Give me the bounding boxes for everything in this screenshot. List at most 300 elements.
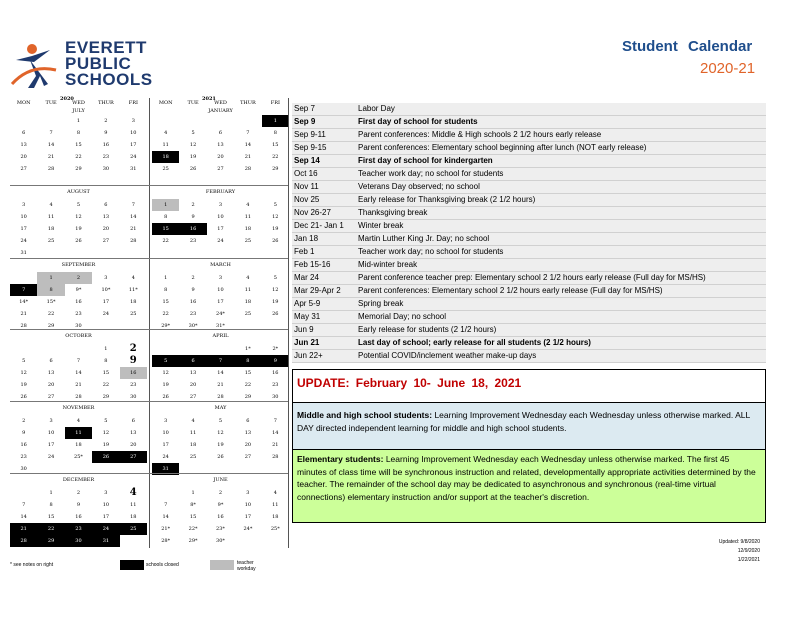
event-row xyxy=(292,246,766,259)
day-cell: 29 xyxy=(102,394,110,400)
event-text: Early release for students (2 1/2 hours) xyxy=(358,325,497,334)
day-cell: 3 xyxy=(49,418,53,424)
event-date: Jun 22+ xyxy=(294,351,323,360)
day-cell: 6 xyxy=(131,418,135,424)
middle-high-label: Middle and high school students: xyxy=(297,410,433,420)
event-date: Mar 29-Apr 2 xyxy=(294,286,341,295)
day-cell: 26 xyxy=(162,394,169,400)
event-text: Potential COVID/inclement weather make-up days xyxy=(358,351,537,360)
day-cell: 20 xyxy=(102,226,110,232)
day-cell: 7 xyxy=(22,502,26,508)
day-cell: 15 xyxy=(162,299,169,305)
day-cell xyxy=(179,343,206,355)
day-cell: 25 xyxy=(189,454,197,460)
event-date: Feb 15-16 xyxy=(294,260,331,269)
day-cell: 9 xyxy=(129,355,137,366)
event-date: Feb 1 xyxy=(294,247,315,256)
day-cell: 12 xyxy=(75,214,82,220)
day-cell: 22 xyxy=(162,238,169,244)
day-cell xyxy=(207,115,234,127)
month-july xyxy=(10,100,147,175)
day-cell: 4 xyxy=(246,275,250,281)
day-cell: 17 xyxy=(102,299,110,305)
day-cell: 16 xyxy=(120,367,147,379)
day-cell: 7 xyxy=(10,284,37,296)
day-cell: 27 xyxy=(120,451,147,463)
event-date: Sep 9-11 xyxy=(294,130,326,139)
day-cell: 23 xyxy=(189,238,197,244)
day-head: THUR xyxy=(240,100,256,106)
day-cell: 22 xyxy=(37,523,64,535)
month-days xyxy=(152,487,289,547)
day-cell: 20 xyxy=(130,442,137,448)
day-cell: 30 xyxy=(75,323,82,329)
day-cell: 30 xyxy=(65,535,92,547)
month-october xyxy=(10,332,147,403)
day-cell: 1 xyxy=(49,490,53,496)
logo xyxy=(10,40,160,92)
day-cell: 25 xyxy=(120,523,147,535)
day-head: MON xyxy=(16,100,31,106)
day-cell: 10 xyxy=(102,502,110,508)
day-cell: 13 xyxy=(20,142,27,148)
day-headers xyxy=(152,100,289,107)
elementary-note xyxy=(292,450,766,523)
event-date: Nov 26-27 xyxy=(294,208,331,217)
logo-text xyxy=(65,40,153,88)
month-may xyxy=(152,404,289,475)
day-cell: 9 xyxy=(76,502,81,508)
day-cell: 31 xyxy=(130,166,137,172)
day-cell: 23 xyxy=(272,382,279,388)
day-cell: 14 xyxy=(20,514,27,520)
day-cell: 17 xyxy=(130,142,137,148)
day-cell xyxy=(152,343,179,355)
day-head: WED xyxy=(72,100,85,106)
day-cell: 2* xyxy=(272,346,279,352)
school-year: 2020-21 xyxy=(700,60,756,77)
day-cell: 15 xyxy=(244,370,252,376)
event-text: Parent conference teacher prep: Elementary school 2 1/2 hours early release (Full day for MS/HS) xyxy=(358,273,706,282)
day-cell: 3 xyxy=(22,202,26,208)
day-cell: 15 xyxy=(75,142,82,148)
month-name: OCTOBER xyxy=(65,333,92,339)
legend-notes: * see notes on right xyxy=(10,562,54,568)
middle-high-note xyxy=(292,403,766,450)
day-cell: 26 xyxy=(92,451,119,463)
event-date: Nov 25 xyxy=(294,195,320,204)
day-cell: 11 xyxy=(65,427,92,439)
month-august xyxy=(10,188,147,259)
day-cell: 11* xyxy=(128,287,138,293)
event-row xyxy=(292,207,766,220)
day-cell: 31 xyxy=(92,535,119,547)
day-cell: 24* xyxy=(243,526,253,532)
day-cell: 19 xyxy=(162,382,169,388)
day-cell: 29 xyxy=(47,323,55,329)
event-text: Parent conferences: Elementary school beginning after lunch (NOT early release) xyxy=(358,143,647,152)
day-cell: 28 xyxy=(10,535,37,547)
day-cell: 8 xyxy=(164,214,168,220)
day-cell xyxy=(152,115,179,127)
day-cell: 4 xyxy=(246,202,250,208)
day-cell: 28 xyxy=(130,238,137,244)
day-cell: 14 xyxy=(162,514,169,520)
day-cell: 5 xyxy=(191,130,195,136)
day-cell: 12 xyxy=(272,287,279,293)
day-cell: 9 xyxy=(262,355,289,367)
day-cell: 23 xyxy=(20,454,27,460)
day-cell: 14 xyxy=(47,142,55,148)
event-date: Sep 9 xyxy=(294,117,316,126)
day-cell xyxy=(262,320,289,332)
day-cell: 1 xyxy=(76,118,81,124)
day-cell: 29 xyxy=(244,394,252,400)
day-cell: 14 xyxy=(272,430,279,436)
day-cell: 10* xyxy=(101,287,111,293)
event-date: Sep 7 xyxy=(294,104,315,113)
day-cell: 30 xyxy=(20,466,27,472)
day-cell: 18 xyxy=(244,299,252,305)
day-cell: 5 xyxy=(218,418,223,424)
elementary-label: Elementary students: xyxy=(297,454,384,464)
page-title-calendar: Calendar xyxy=(688,38,753,55)
day-cell: 1 xyxy=(164,275,168,281)
day-cell: 10 xyxy=(162,430,169,436)
day-cell: 20 xyxy=(20,154,27,160)
month-name: AUGUST xyxy=(67,189,90,195)
day-cell: 28 xyxy=(75,394,82,400)
day-cell: 15 xyxy=(189,514,197,520)
day-cell: 26 xyxy=(20,394,27,400)
day-cell: 23* xyxy=(216,526,225,532)
month-january xyxy=(152,100,289,175)
day-cell: 10 xyxy=(20,214,27,220)
day-cell: 8 xyxy=(234,355,261,367)
event-date: Dec 21- Jan 1 xyxy=(294,221,344,230)
event-row xyxy=(292,285,766,298)
day-cell: 10 xyxy=(130,130,137,136)
day-cell: 27 xyxy=(20,166,27,172)
day-cell: 3 xyxy=(131,118,135,124)
day-cell: 17 xyxy=(20,226,27,232)
day-cell: 27 xyxy=(244,454,252,460)
day-cell: 21 xyxy=(272,442,279,448)
updated-line: 1/22/2021 xyxy=(737,557,760,563)
day-cell: 5 xyxy=(273,202,277,208)
day-cell xyxy=(234,320,261,332)
event-row xyxy=(292,142,766,155)
day-cell: 22 xyxy=(47,311,55,317)
event-row xyxy=(292,259,766,272)
day-cell: 5 xyxy=(104,418,108,424)
day-cell: 20 xyxy=(217,154,224,160)
month-name: SEPTEMBER xyxy=(61,262,96,268)
day-cell: 24* xyxy=(216,311,225,317)
day-cell: 1* xyxy=(245,346,251,352)
event-text: Thanksgiving break xyxy=(358,208,428,217)
divider xyxy=(10,401,288,402)
event-date: Sep 9-15 xyxy=(294,143,327,152)
day-cell: 29 xyxy=(75,166,82,172)
logo-line: PUBLIC xyxy=(65,54,132,73)
day-cell: 29* xyxy=(161,323,171,329)
year-label: 2021 xyxy=(202,96,216,102)
day-cell: 13 xyxy=(102,214,110,220)
day-cell: 21 xyxy=(130,226,137,232)
day-cell: 25 xyxy=(47,238,55,244)
month-name: JUNE xyxy=(213,477,228,483)
day-head: FRI xyxy=(128,100,138,106)
day-cell: 16 xyxy=(75,514,82,520)
day-head: MON xyxy=(158,100,173,106)
divider xyxy=(10,258,288,259)
day-cell xyxy=(65,343,92,355)
day-cell: 22 xyxy=(244,382,252,388)
day-cell xyxy=(120,320,147,332)
logo-line: EVERETT xyxy=(65,38,147,57)
day-cell xyxy=(10,343,37,355)
month-december xyxy=(10,476,147,547)
day-cell: 12 xyxy=(189,142,197,148)
month-days xyxy=(10,415,147,475)
event-text: First day of school for kindergarten xyxy=(358,156,493,165)
month-name: APRIL xyxy=(212,333,229,339)
day-headers xyxy=(10,100,147,107)
event-row xyxy=(292,298,766,311)
events-list xyxy=(292,103,766,363)
day-cell: 3 xyxy=(218,202,223,208)
day-cell: 15 xyxy=(272,142,279,148)
day-cell xyxy=(262,535,289,547)
day-cell: 28 xyxy=(272,454,279,460)
month-september xyxy=(10,261,147,332)
day-cell: 21 xyxy=(10,523,37,535)
day-cell: 17 xyxy=(244,514,252,520)
page-title-student: Student xyxy=(622,38,678,55)
event-date: May 31 xyxy=(294,312,321,321)
event-date: Jun 9 xyxy=(294,325,314,334)
day-cell: 21* xyxy=(161,526,171,532)
event-text: Spring break xyxy=(358,299,404,308)
day-cell: 11 xyxy=(189,430,197,436)
day-cell: 11 xyxy=(244,287,252,293)
day-cell: 21 xyxy=(217,382,224,388)
divider xyxy=(149,98,150,548)
day-cell xyxy=(10,115,37,127)
day-cell: 6 xyxy=(246,418,250,424)
month-name: JULY xyxy=(72,108,85,114)
day-head: WED xyxy=(214,100,227,106)
event-row xyxy=(292,324,766,337)
day-cell: 8 xyxy=(164,287,168,293)
day-cell: 17 xyxy=(102,514,110,520)
day-cell: 30 xyxy=(102,166,110,172)
day-cell: 13 xyxy=(217,142,224,148)
day-cell: 14* xyxy=(19,299,29,305)
event-date: Nov 11 xyxy=(294,182,319,191)
day-cell: 23 xyxy=(102,154,110,160)
month-march xyxy=(152,261,289,332)
day-cell: 12 xyxy=(162,370,169,376)
day-cell: 11 xyxy=(272,502,279,508)
day-cell: 1 xyxy=(152,199,179,211)
event-row xyxy=(292,337,766,350)
day-cell: 9 xyxy=(104,130,108,136)
event-row xyxy=(292,129,766,142)
event-row xyxy=(292,155,766,168)
day-cell: 8 xyxy=(37,284,64,296)
day-cell: 24 xyxy=(217,238,224,244)
divider xyxy=(10,473,288,474)
day-cell: 20 xyxy=(244,442,252,448)
day-cell: 25 xyxy=(162,166,169,172)
event-date: Oct 16 xyxy=(294,169,318,178)
day-cell: 9* xyxy=(217,502,224,508)
day-cell: 2 xyxy=(22,418,26,424)
day-cell: 11 xyxy=(162,142,169,148)
day-cell: 2 xyxy=(218,490,223,496)
event-text: Teacher work day; no school for students xyxy=(358,247,504,256)
day-cell: 12 xyxy=(102,430,110,436)
day-cell: 24 xyxy=(130,154,137,160)
day-cell: 10 xyxy=(47,430,55,436)
day-cell xyxy=(152,487,179,499)
day-cell: 28 xyxy=(244,166,252,172)
day-cell: 30 xyxy=(130,394,137,400)
event-row xyxy=(292,181,766,194)
day-cell: 24 xyxy=(20,238,27,244)
day-cell: 18 xyxy=(130,514,137,520)
day-cell: 8* xyxy=(190,502,196,508)
month-name: MARCH xyxy=(210,262,231,268)
event-row xyxy=(292,233,766,246)
month-name: FEBRUARY xyxy=(205,189,236,195)
day-cell: 25 xyxy=(244,311,252,317)
day-cell: 21 xyxy=(244,154,252,160)
day-cell: 18 xyxy=(152,151,179,163)
event-row xyxy=(292,272,766,285)
day-cell: 13 xyxy=(244,430,252,436)
day-cell: 26 xyxy=(272,238,279,244)
day-cell: 25* xyxy=(270,526,280,532)
day-cell: 18 xyxy=(189,442,197,448)
day-cell xyxy=(37,115,64,127)
day-head: FRI xyxy=(270,100,280,106)
day-cell: 4 xyxy=(76,418,81,424)
event-text: First day of school for students xyxy=(358,117,478,126)
month-days xyxy=(10,272,147,332)
day-cell: 16 xyxy=(217,514,224,520)
day-cell: 28* xyxy=(161,538,171,544)
event-text: Labor Day xyxy=(358,104,395,113)
event-date: Jan 18 xyxy=(294,234,319,243)
day-cell: 6 xyxy=(49,358,53,364)
divider xyxy=(10,329,288,330)
middle-high-text: Learning Improvement Wednesday each Wednesday unless otherwise marked. ALL DAY directed independent learning for middle and high school students. xyxy=(297,410,750,433)
legend-closed-swatch xyxy=(120,560,144,570)
day-cell: 16 xyxy=(20,442,27,448)
day-cell: 30* xyxy=(216,538,225,544)
day-cell: 24 xyxy=(162,454,169,460)
month-april xyxy=(152,332,289,403)
event-row xyxy=(292,168,766,181)
day-cell: 4 xyxy=(164,130,168,136)
legend-teacher-swatch xyxy=(210,560,234,570)
day-cell: 22 xyxy=(162,311,169,317)
day-cell: 13 xyxy=(47,370,55,376)
month-name: MAY xyxy=(214,405,227,411)
day-cell: 3 xyxy=(218,275,223,281)
year-label: 2020 xyxy=(60,96,74,102)
day-cell xyxy=(234,535,261,547)
divider xyxy=(10,185,288,186)
day-cell: 8 xyxy=(49,502,53,508)
day-cell: 23 xyxy=(75,311,82,317)
event-text: Parent conferences: Elementary school 2 1/2 hours early release (Full day for MS/HS) xyxy=(358,286,663,295)
day-cell: 2 xyxy=(76,490,81,496)
day-cell: 22* xyxy=(188,526,198,532)
day-head: TUE xyxy=(45,100,57,106)
updated-dates xyxy=(690,538,760,565)
day-cell: 7 xyxy=(246,130,250,136)
day-cell: 22 xyxy=(75,154,82,160)
day-cell: 9 xyxy=(191,214,195,220)
day-cell: 23 xyxy=(189,311,197,317)
legend-closed-label: schools closed xyxy=(146,562,179,568)
day-cell xyxy=(37,343,64,355)
day-cell: 2 xyxy=(104,118,108,124)
month-june xyxy=(152,476,289,547)
day-cell: 1 xyxy=(104,346,108,352)
day-cell: 6 xyxy=(218,130,223,136)
day-cell: 27 xyxy=(47,394,55,400)
day-cell: 18 xyxy=(272,514,279,520)
legend-teacher-label: teacher workday xyxy=(237,560,256,572)
day-cell: 5 xyxy=(273,275,277,281)
event-date: Apr 5-9 xyxy=(294,299,321,308)
event-text: Martin Luther King Jr. Day; no school xyxy=(358,234,490,243)
day-cell: 22 xyxy=(102,382,110,388)
event-text: Parent conferences: Middle & High schools 2 1/2 hours early release xyxy=(358,130,602,139)
month-days xyxy=(152,115,289,175)
event-text: Teacher work day; no school for students xyxy=(358,169,504,178)
day-cell: 17 xyxy=(217,299,224,305)
day-cell: 27 xyxy=(217,166,224,172)
day-cell: 21 xyxy=(20,311,27,317)
divider xyxy=(288,98,289,548)
day-cell: 25 xyxy=(244,238,252,244)
day-cell: 19 xyxy=(272,226,279,232)
day-cell: 31* xyxy=(216,323,225,329)
day-cell: 16 xyxy=(179,223,206,235)
day-cell: 16 xyxy=(189,299,197,305)
day-cell: 6 xyxy=(179,355,206,367)
month-name: NOVEMBER xyxy=(62,405,95,411)
day-cell: 16 xyxy=(102,142,110,148)
event-date: Jun 21 xyxy=(294,338,320,347)
day-cell: 18 xyxy=(75,442,82,448)
day-cell: 6 xyxy=(22,130,26,136)
day-cell: 11 xyxy=(130,502,137,508)
day-cell: 19 xyxy=(75,226,82,232)
day-cell: 28 xyxy=(20,323,27,329)
day-cell: 10 xyxy=(217,287,224,293)
day-cell: 13 xyxy=(189,370,197,376)
day-cell: 2 xyxy=(191,275,195,281)
day-cell: 2 xyxy=(65,272,92,284)
day-cell: 21 xyxy=(75,382,82,388)
